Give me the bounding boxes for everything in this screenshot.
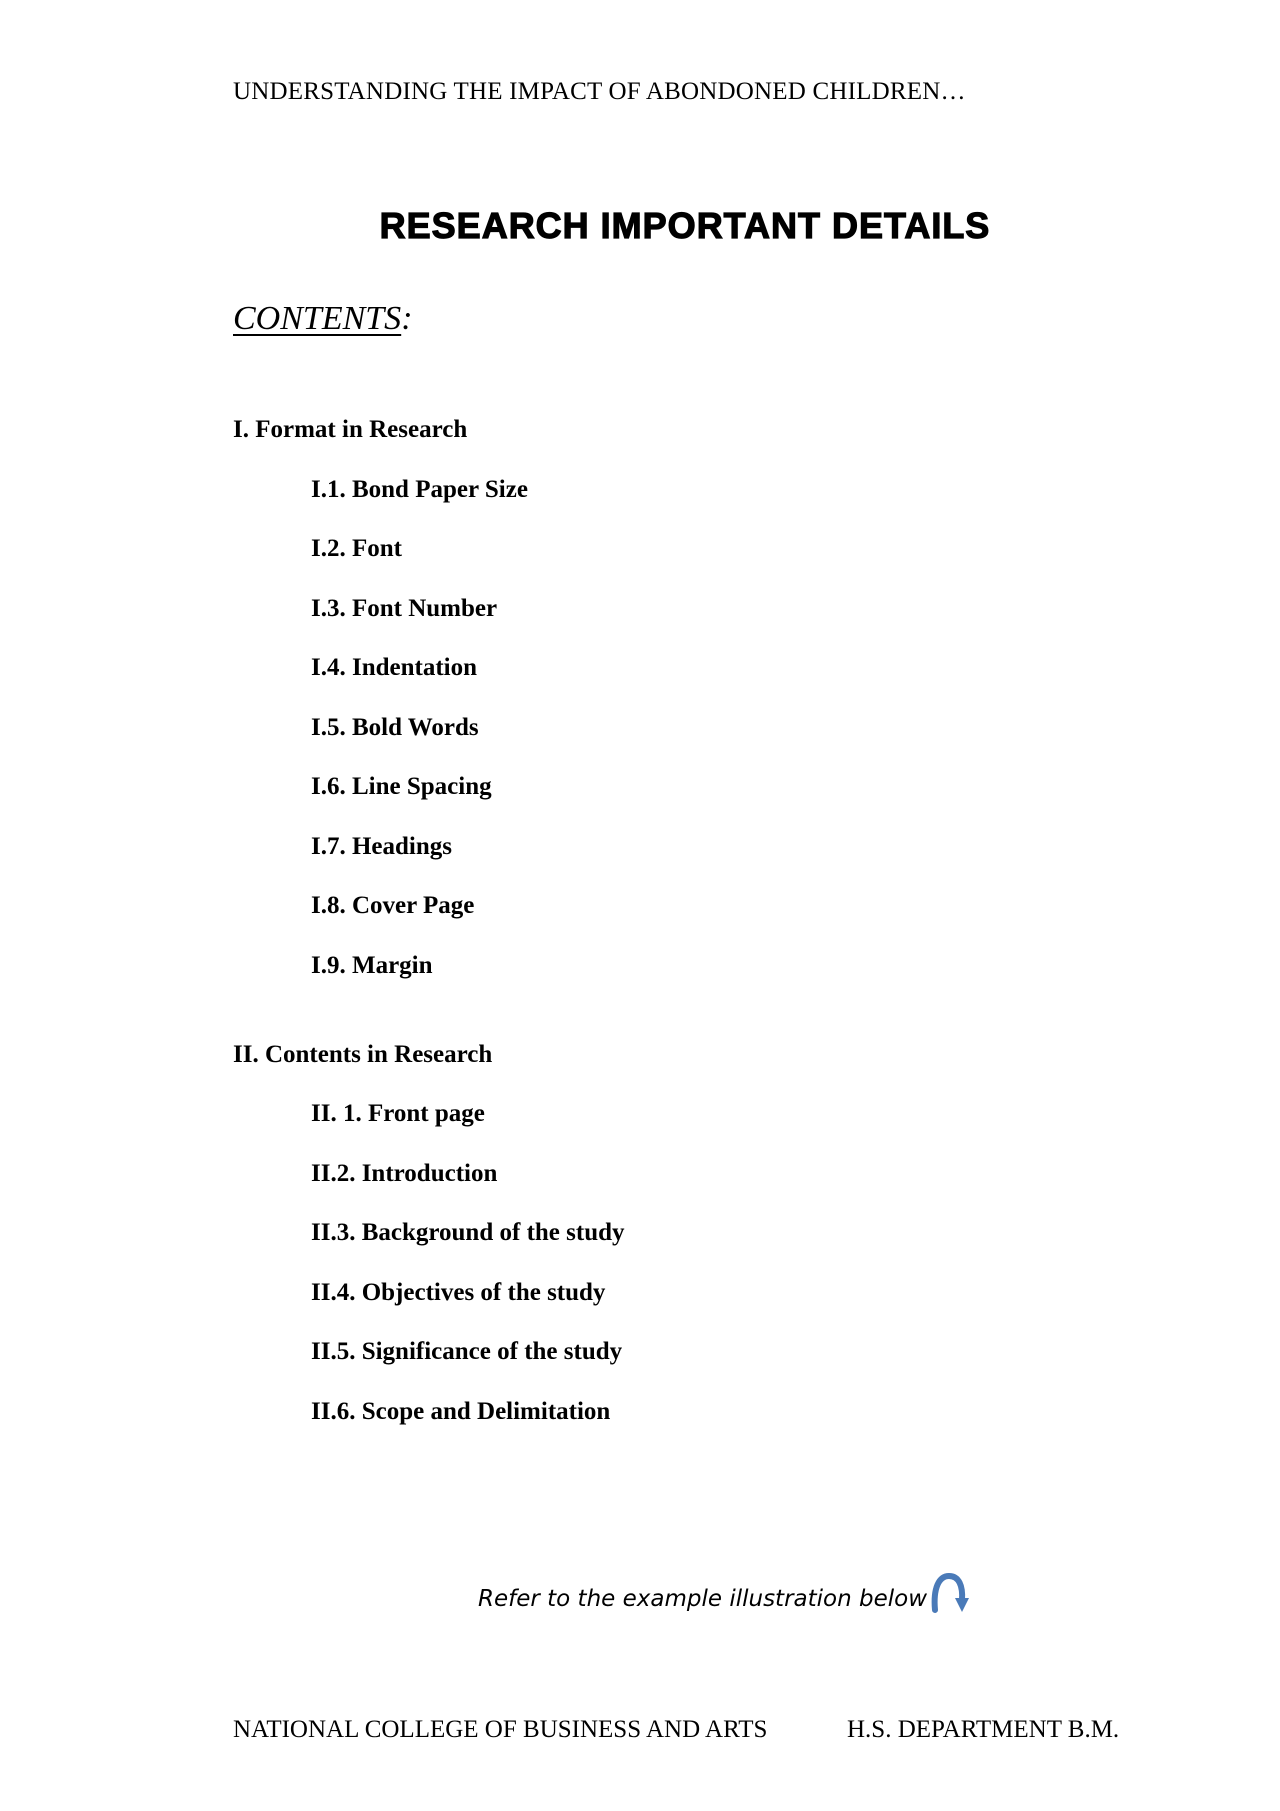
contents-heading [233, 300, 413, 338]
illustration-note-text: Refer to the example illustration below [478, 1586, 928, 1612]
toc-item: II.3. Background of the study [311, 1219, 625, 1246]
footer-department: H.S. DEPARTMENT B.M. [847, 1716, 1120, 1743]
toc-item: I.2. Font [311, 535, 402, 562]
toc-item: I.3. Font Number [311, 595, 498, 622]
toc-item: II.5. Significance of the study [311, 1338, 623, 1365]
toc-item: I.4. Indentation [311, 654, 478, 681]
toc-item: I.5. Bold Words [311, 714, 479, 741]
toc-item: I.7. Headings [311, 833, 453, 860]
toc-item: II.4. Objectives of the study [311, 1279, 606, 1306]
toc-item: II.6. Scope and Delimitation [311, 1398, 611, 1425]
toc-item: I.1. Bond Paper Size [311, 476, 528, 503]
toc-item: II.2. Introduction [311, 1160, 498, 1187]
toc-section-1: I. Format in Research [233, 416, 468, 443]
footer-institution: NATIONAL COLLEGE OF BUSINESS AND ARTS [233, 1716, 768, 1743]
toc-item: II. 1. Front page [311, 1100, 485, 1127]
contents-heading-colon: : [401, 300, 413, 337]
toc-item: I.6. Line Spacing [311, 773, 492, 800]
curved-down-arrow-icon [927, 1576, 971, 1622]
contents-heading-word: CONTENTS [233, 300, 402, 337]
illustration-note [478, 1576, 971, 1622]
toc-item: I.9. Margin [311, 952, 433, 979]
toc-section-2: II. Contents in Research [233, 1041, 493, 1068]
running-header: UNDERSTANDING THE IMPACT OF ABONDONED CHILDREN… [233, 78, 966, 105]
toc-item: I.8. Cover Page [311, 892, 475, 919]
document-title: RESEARCH IMPORTANT DETAILS [379, 205, 991, 246]
